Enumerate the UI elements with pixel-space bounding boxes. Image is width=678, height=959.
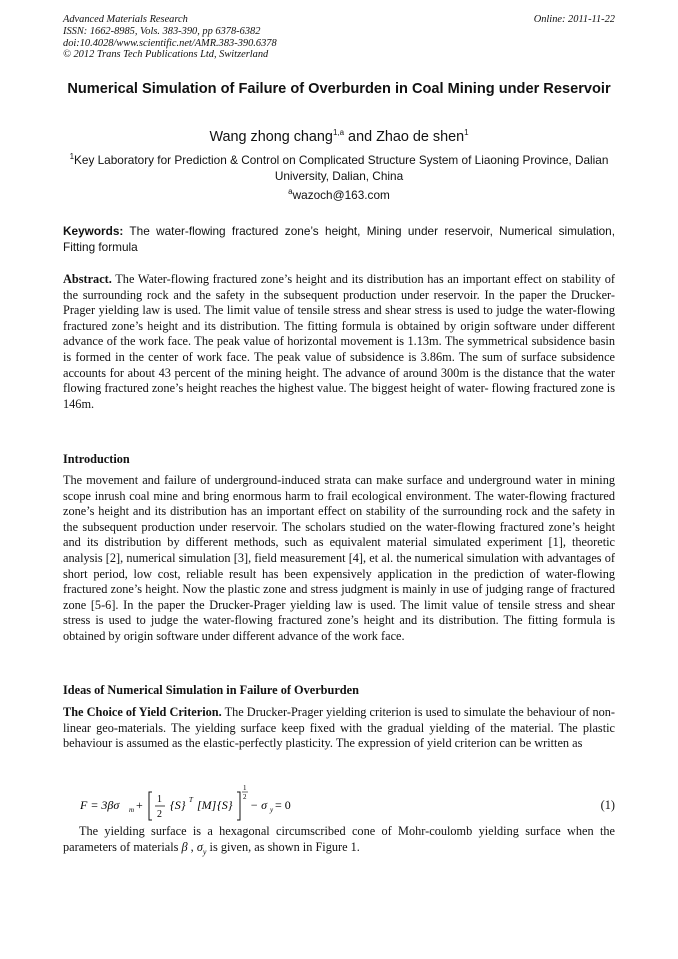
author-1-affil: 1,a [332,128,345,138]
yield-criterion-text: The Drucker-Prager yielding criterion is used to simulate the behaviour of non-linear geo-materials. The yielding surface keep fixed with the gradual yielding of the material. The plastic behaviour is assumed as the elastic-perfectly plasticity. The expression of yield criterion can be written as [63,705,615,751]
ideas-heading: Ideas of Numerical Simulation in Failure of Overburden [63,683,359,697]
introduction-text: The movement and failure of underground-induced strata can make surface and underground water in mining scope inrush coal mine and bring enormous harm to frail ecological environment. The water-flowing fractured zone’s height and its distribution has an important effect on stability of the surrounding rock and the safety in the subsequent production under reservoir. The scholars studied on the water-flowing fractured zone’s height and its distribution by different methods, such as equivalent material simulated experiment [1], theoretic analysis [2], numerical simulation [3], field measurement [4], et al. the numerical simulation with advantages of short period, low cost, reliable result has been expensively application in the prediction of water-flowing fractured zone’s height. Now the plastic zone and stress judgment is mainly in use of judging range of fractured zone [5-6]. In the paper the Drucker-Prager yielding law is used. The limit value of tensile stress and shear stress is used to judge the water-flowing fractured zone’s height and its distribution. The fitting formula is obtained by origin software under different advance of the work face. [63,473,615,643]
eq-S: {S} [170,798,186,812]
beta-symbol: β [181,839,188,854]
paper-title: Numerical Simulation of Failure of Overburden in Coal Mining under Reservoir [67,81,611,97]
email [63,188,615,203]
doi: doi:10.4028/www.scientific.net/AMR.383-390.6378 [63,37,277,49]
eq-M: [M] [197,798,217,812]
eq-lhs-sub: m [129,806,135,814]
email-address: wazoch@163.com [292,188,390,202]
eq-right-bracket [237,792,240,820]
yield-surface-text-2: is given, as shown in Figure 1. [206,839,360,854]
journal-name: Advanced Materials Research [63,14,188,25]
equation-1 [80,782,615,828]
abstract-text: The Water-flowing fractured zone’s height and its distribution has an important effect on stability of the surrounding rock and the safety in the subsequent production under reservoir. In the paper the Drucker-Prager yielding law is used. The limit value of tensile stress and shear stress is used to judge the water-flowing fractured zone’s height and its distribution. The fitting formula is obtained by origin software under different advance of the work face. The peak value of horizontal movement is 1.13m. The symmetrical subsidence basin is formed in the center of work face. The peak value of subsidence is 3.86m. The sum of surface subsidence accounts for about 43 percent of the mining height. The advance of around 300m is the distance that the water flowing fractured zone’s height reaches the highest value. The biggest height of water- flowing fractured zone is 146m. [63,272,615,411]
eq-tail-sub: y [270,806,274,814]
sigma-subscript: y [202,847,207,857]
copyright: © 2012 Trans Tech Publications Ltd, Switzerland [63,49,269,61]
affiliation-text: Key Laboratory for Prediction & Control on Complicated Structure System of Liaoning Province, Dalian University, Dalian, China [74,153,609,183]
author-1: Wang zhong chang [209,129,333,145]
affiliation [63,153,615,184]
equation-number: (1) [600,798,615,812]
eq-exp-den: 2 [243,793,247,801]
introduction-heading: Introduction [63,452,130,466]
affiliation-mark: 1 [69,152,75,162]
abstract [63,272,615,412]
author-and: and [344,129,377,145]
eq-T: T [189,796,193,804]
equation-formula [80,782,500,828]
eq-exp-num: 1 [243,784,247,792]
author-2: Zhao de shen [376,129,465,145]
author-2-affil: 1 [464,128,469,138]
authors [63,128,615,146]
keywords-label: Keywords: [63,224,124,238]
online-date: Online: 2011-11-22 [533,14,615,25]
abstract-label: Abstract. [63,272,112,286]
eq-left-bracket [149,792,152,820]
keywords [63,224,615,255]
email-mark: a [288,187,293,197]
yield-surface-text-1: The yielding surface is a hexagonal circumscribed cone of Mohr-coulomb yielding surface when the parameters of materials [63,824,615,854]
eq-half-num: 1 [157,794,162,805]
eq-tail: − σ [250,798,268,812]
eq-plus: + [136,798,143,812]
journal-header [63,14,615,61]
yield-surface-paragraph [63,824,615,860]
eq-S2: {S} [217,798,233,812]
symbol-separator: , [187,839,197,854]
yield-criterion-paragraph [63,705,615,752]
issn: ISSN: 1662-8985, Vols. 383-390, pp 6378-6382 [63,25,261,37]
eq-lhs: F = 3βσ [80,798,120,812]
eq-half-den: 2 [157,809,162,820]
eq-zero: = 0 [275,798,291,812]
sigma-symbol: σ [196,839,203,854]
keywords-text: The water-flowing fractured zone’s height, Mining under reservoir, Numerical simulation, Fitting formula [63,224,615,254]
yield-criterion-label: The Choice of Yield Criterion. [63,705,222,719]
